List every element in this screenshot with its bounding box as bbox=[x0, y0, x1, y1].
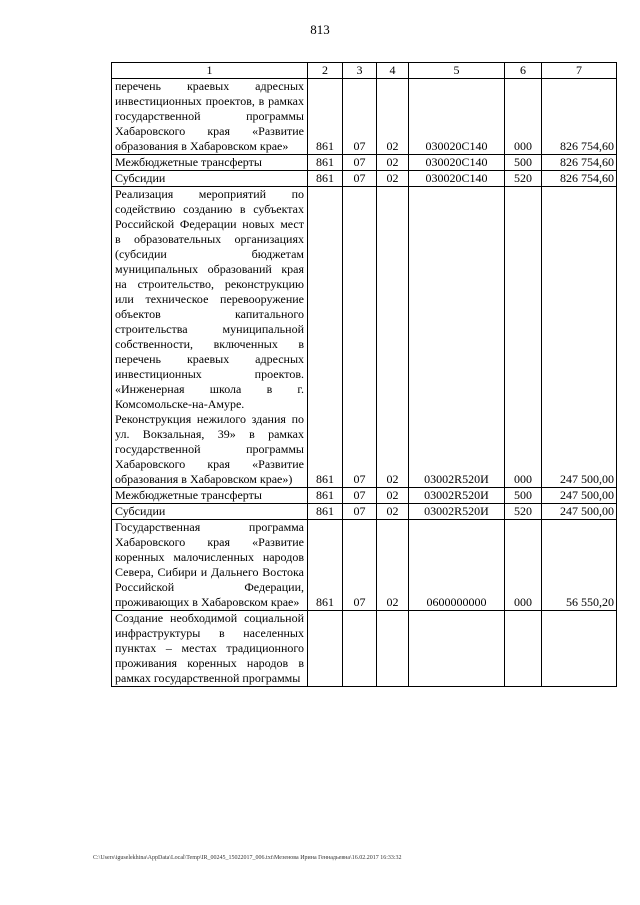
target-article-cell: 030020С140 bbox=[409, 171, 505, 187]
expense-type-cell: 500 bbox=[505, 155, 542, 171]
section-cell: 07 bbox=[343, 488, 377, 504]
ministry-code-cell: 861 bbox=[308, 488, 343, 504]
expense-type-cell: 000 bbox=[505, 520, 542, 611]
header-cell: 5 bbox=[409, 63, 505, 79]
target-article-cell: 03002R520И bbox=[409, 187, 505, 488]
amount-cell: 826 754,60 bbox=[542, 79, 617, 155]
table-row bbox=[112, 488, 617, 504]
section-cell: 07 bbox=[343, 504, 377, 520]
budget-table bbox=[111, 62, 617, 687]
section-cell bbox=[343, 611, 377, 687]
amount-cell: 247 500,00 bbox=[542, 488, 617, 504]
header-cell: 7 bbox=[542, 63, 617, 79]
subsection-cell: 02 bbox=[377, 155, 409, 171]
amount-cell: 56 550,20 bbox=[542, 520, 617, 611]
subsection-cell: 02 bbox=[377, 488, 409, 504]
ministry-code-cell: 861 bbox=[308, 187, 343, 488]
expense-type-cell: 500 bbox=[505, 488, 542, 504]
subsection-cell bbox=[377, 611, 409, 687]
table-row bbox=[112, 171, 617, 187]
table-header-row bbox=[112, 63, 617, 79]
target-article-cell: 03002R520И bbox=[409, 504, 505, 520]
item-name-cell: Реализация мероприятий по содействию созданию в субъектах Российской Федерации новых мест в образовательных организациях (субсидии бюджетам муниципальных образований края на строительство, реконструкцию или техническое перевооружение объектов капитального строительства муниципальной собственности, включенных в перечень краевых адресных инвестиционных проектов. «Инженерная школа в г. Комсомольске-на-Амуре. Реконструкция нежилого здания по ул. Вокзальная, 39» в рамках государственной программы Хабаровского края «Развитие образования в Хабаровском крае») bbox=[112, 187, 308, 488]
item-name-cell: Субсидии bbox=[112, 504, 308, 520]
section-cell: 07 bbox=[343, 155, 377, 171]
subsection-cell: 02 bbox=[377, 520, 409, 611]
section-cell: 07 bbox=[343, 171, 377, 187]
header-cell: 4 bbox=[377, 63, 409, 79]
table-row bbox=[112, 520, 617, 611]
target-article-cell: 030020С140 bbox=[409, 79, 505, 155]
ministry-code-cell: 861 bbox=[308, 504, 343, 520]
section-cell: 07 bbox=[343, 187, 377, 488]
amount-cell: 247 500,00 bbox=[542, 187, 617, 488]
table-body bbox=[112, 63, 617, 687]
expense-type-cell: 520 bbox=[505, 504, 542, 520]
header-cell: 6 bbox=[505, 63, 542, 79]
header-cell: 2 bbox=[308, 63, 343, 79]
target-article-cell: 0600000000 bbox=[409, 520, 505, 611]
expense-type-cell: 000 bbox=[505, 79, 542, 155]
subsection-cell: 02 bbox=[377, 187, 409, 488]
table-row bbox=[112, 187, 617, 488]
item-name-cell: Межбюджетные трансферты bbox=[112, 488, 308, 504]
target-article-cell: 030020С140 bbox=[409, 155, 505, 171]
section-cell: 07 bbox=[343, 520, 377, 611]
section-cell: 07 bbox=[343, 79, 377, 155]
header-cell: 1 bbox=[112, 63, 308, 79]
item-name-cell: Государственная программа Хабаровского края «Развитие коренных малочисленных народов Севера, Сибири и Дальнего Востока Российской Федерации, проживающих в Хабаровском крае» bbox=[112, 520, 308, 611]
table-row bbox=[112, 504, 617, 520]
subsection-cell: 02 bbox=[377, 79, 409, 155]
item-name-cell: перечень краевых адресных инвестиционных проектов, в рамках государственной программы Хабаровского края «Развитие образования в Хабаровском крае» bbox=[112, 79, 308, 155]
file-path-footer: C:\Users\iguselekhina\AppData\Local\Temp\IR_00245_15022017_006.txt\Мезенова Ирина Геннадьевна\16.02.2017 16:33:32 bbox=[93, 855, 402, 861]
expense-type-cell: 000 bbox=[505, 187, 542, 488]
item-name-cell: Субсидии bbox=[112, 171, 308, 187]
amount-cell bbox=[542, 611, 617, 687]
ministry-code-cell: 861 bbox=[308, 520, 343, 611]
subsection-cell: 02 bbox=[377, 504, 409, 520]
target-article-cell: 03002R520И bbox=[409, 488, 505, 504]
expense-type-cell bbox=[505, 611, 542, 687]
amount-cell: 247 500,00 bbox=[542, 504, 617, 520]
amount-cell: 826 754,60 bbox=[542, 155, 617, 171]
ministry-code-cell bbox=[308, 611, 343, 687]
expense-type-cell: 520 bbox=[505, 171, 542, 187]
ministry-code-cell: 861 bbox=[308, 155, 343, 171]
page-number: 813 bbox=[310, 22, 330, 37]
table-row bbox=[112, 155, 617, 171]
header-cell: 3 bbox=[343, 63, 377, 79]
table-row bbox=[112, 79, 617, 155]
target-article-cell bbox=[409, 611, 505, 687]
ministry-code-cell: 861 bbox=[308, 171, 343, 187]
subsection-cell: 02 bbox=[377, 171, 409, 187]
item-name-cell: Межбюджетные трансферты bbox=[112, 155, 308, 171]
table-row bbox=[112, 611, 617, 687]
item-name-cell: Создание необходимой социальной инфраструктуры в населенных пунктах – местах традиционного проживания коренных народов в рамках государственной программы bbox=[112, 611, 308, 687]
ministry-code-cell: 861 bbox=[308, 79, 343, 155]
amount-cell: 826 754,60 bbox=[542, 171, 617, 187]
